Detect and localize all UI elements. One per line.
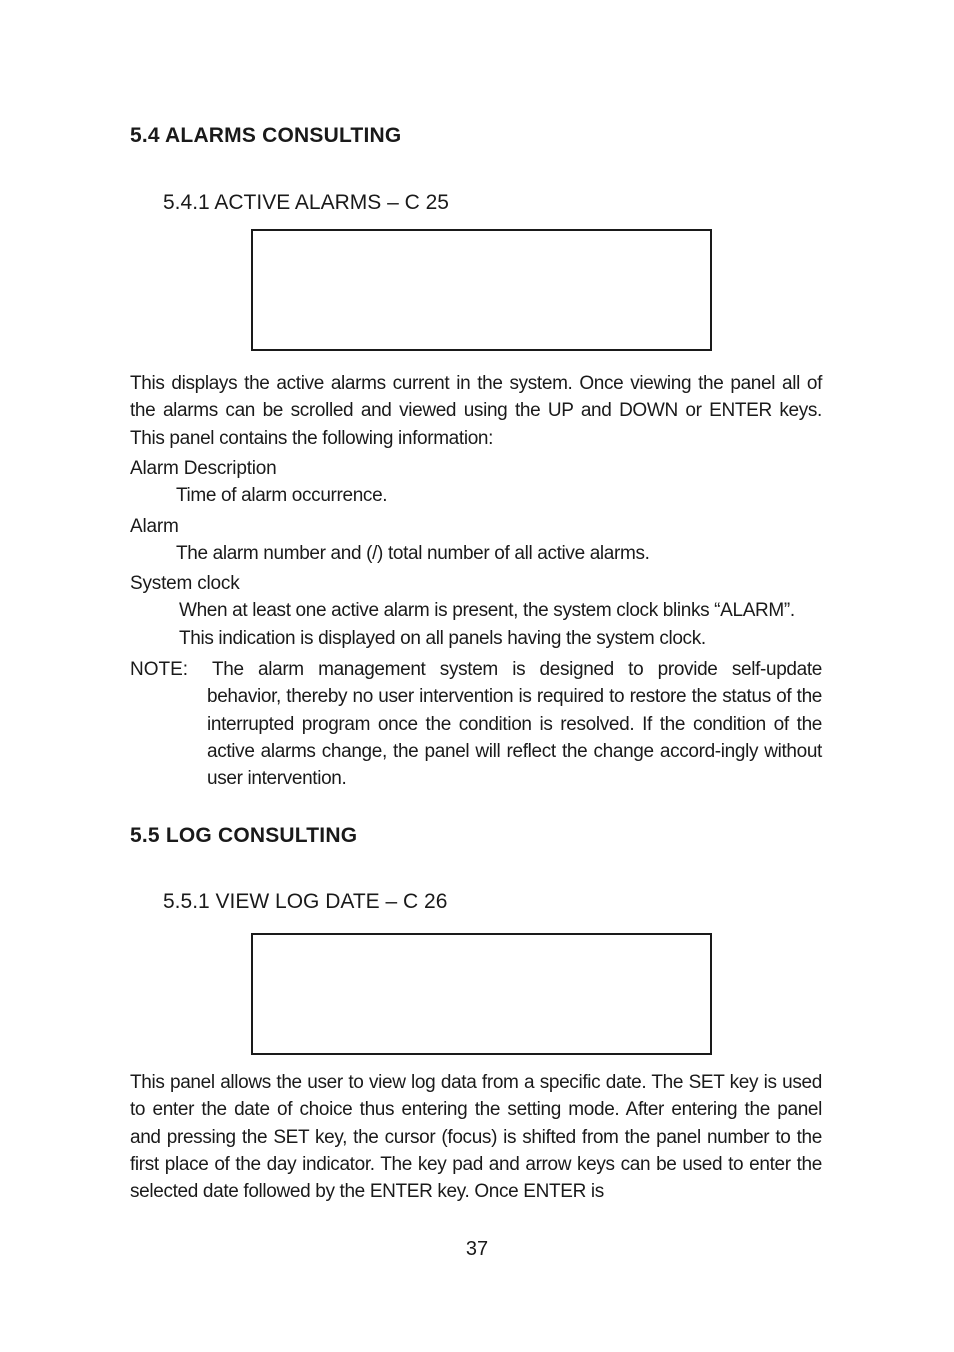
view-log-date-panel-placeholder — [251, 933, 712, 1055]
definition-system-clock-line2: This indication is displayed on all panels having the system clock. — [179, 628, 706, 649]
view-log-date-description: This panel allows the user to view log data from a specific date. The SET key is used to enter the date of choice thus entering the setting mode. After entering the panel and pressing the SET key, the cursor (focus) is shifted from the panel number to the first place of the day indicator. The key pad and arrow keys can be used to enter the selected date followed by the ENTER key. Once ENTER is — [130, 1072, 822, 1203]
term-alarm: Alarm — [130, 516, 179, 537]
subsection-heading-view-log-date: 5.5.1 VIEW LOG DATE – C 26 — [163, 890, 448, 913]
page-number: 37 — [465, 1238, 489, 1260]
section-heading-alarms-consulting: 5.4 ALARMS CONSULTING — [130, 124, 402, 147]
section-heading-log-consulting: 5.5 LOG CONSULTING — [130, 824, 358, 847]
note-label: NOTE: — [130, 659, 189, 680]
subsection-heading-active-alarms: 5.4.1 ACTIVE ALARMS – C 25 — [163, 191, 449, 214]
definition-system-clock-line1: When at least one active alarm is present, the system clock blinks “ALARM”. — [179, 600, 795, 621]
active-alarms-panel-placeholder — [251, 229, 712, 351]
definition-alarm: The alarm number and (/) total number of all active alarms. — [176, 543, 650, 564]
term-alarm-description: Alarm Description — [130, 458, 277, 479]
definition-alarm-description: Time of alarm occurrence. — [176, 485, 388, 506]
active-alarms-description: This displays the active alarms current in the system. Once viewing the panel all of the alarms can be scrolled and viewed using the UP and DOWN or ENTER keys. This panel contains the following information: — [130, 373, 822, 449]
note-text: The alarm management system is designed to provide self-update behavior, thereby no user intervention is required to restore the status of the interrupted program once the condition is resolved. If the condition of the active alarms change, the panel will reflect the change accord-ingly without user intervention. — [207, 659, 822, 790]
term-system-clock: System clock — [130, 573, 240, 594]
